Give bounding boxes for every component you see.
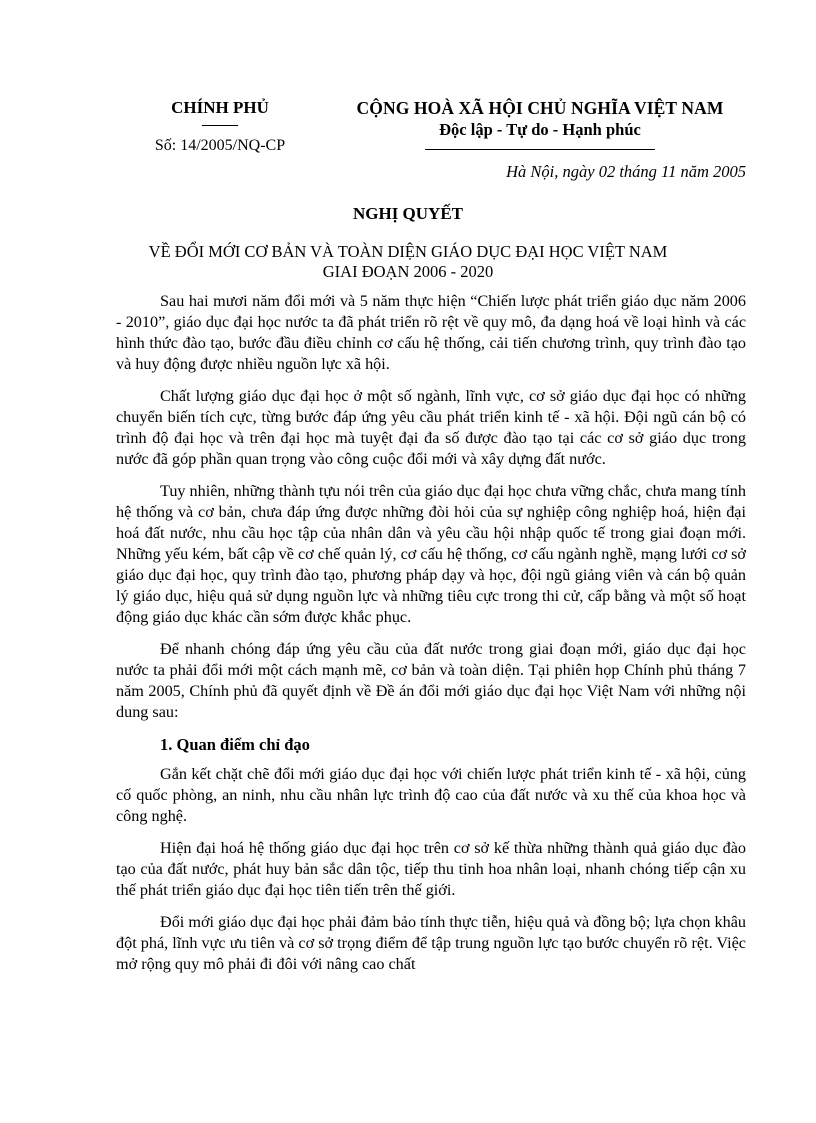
document-title: NGHỊ QUYẾT xyxy=(352,204,464,223)
document-number: Số: 14/2005/NQ-CP xyxy=(154,137,286,154)
document-subject xyxy=(80,242,736,282)
motto-divider xyxy=(425,149,655,150)
issuer-divider xyxy=(202,125,238,126)
issuer-block xyxy=(128,97,312,156)
issuer-name: CHÍNH PHỦ xyxy=(171,98,269,117)
body-paragraph: Chất lượng giáo dục đại học ở một số ngành, lĩnh vực, cơ sở giáo dục đại học có những chuyển biến tích cực, từng bước đáp ứng yêu cầu phát triển kinh tế - xã hội. Đội ngũ cán bộ có trình độ đại học và trên đại học mà tuyệt đại đa số được đào tạo tại các cơ sở giáo dục trong nước đã góp phần quan trọng vào công cuộc đổi mới và xây dựng đất nước. xyxy=(116,387,746,468)
document-body xyxy=(116,291,746,986)
subject-line-1: VỀ ĐỔI MỚI CƠ BẢN VÀ TOÀN DIỆN GIÁO DỤC ĐẠI HỌC VIỆT NAM xyxy=(148,242,668,261)
subject-line-2: GIAI ĐOẠN 2006 - 2020 xyxy=(322,262,494,281)
section-paragraph: Đổi mới giáo dục đại học phải đảm bảo tính thực tiễn, hiệu quả và đồng bộ; lựa chọn khâu đột phá, lĩnh vực ưu tiên và cơ sở trọng điểm để tập trung nguồn lực tạo bước chuyển rõ rệt. Việc mở rộng quy mô phải đi đôi với nâng cao chất xyxy=(116,913,746,973)
section-paragraph: Hiện đại hoá hệ thống giáo dục đại học trên cơ sở kế thừa những thành quả giáo dục đào tạo của đất nước, phát huy bản sắc dân tộc, tiếp thu tinh hoa nhân loại, nhanh chóng tiếp cận xu thế phát triển giáo dục đại học tiên tiến trên thế giới. xyxy=(116,839,746,899)
body-paragraph: Sau hai mươi năm đổi mới và 5 năm thực hiện “Chiến lược phát triển giáo dục năm 2006 - 2010”, giáo dục đại học nước ta đã phát triển rõ rệt về quy mô, đa dạng hoá về loại hình và các hình thức đào tạo, bước đầu điều chỉnh cơ cấu hệ thống, cải tiến chương trình, quy trình đào tạo và huy động được nhiều nguồn lực xã hội. xyxy=(116,292,746,373)
body-paragraph: Để nhanh chóng đáp ứng yêu cầu của đất nước trong giai đoạn mới, giáo dục đại học nước ta phải đổi mới một cách mạnh mẽ, cơ bản và toàn diện. Tại phiên họp Chính phủ tháng 7 năm 2005, Chính phủ đã quyết định về Đề án đổi mới giáo dục đại học Việt Nam với những nội dung sau: xyxy=(116,640,746,721)
section-paragraph: Gắn kết chặt chẽ đổi mới giáo dục đại học với chiến lược phát triển kinh tế - xã hội, củng cố quốc phòng, an ninh, nhu cầu nhân lực trình độ cao của đất nước và xu thế của khoa học và công nghệ. xyxy=(116,765,746,825)
national-motto: Độc lập - Tự do - Hạnh phúc xyxy=(439,120,641,139)
dateline: Hà Nội, ngày 02 tháng 11 năm 2005 xyxy=(506,162,746,181)
body-paragraph: Tuy nhiên, những thành tựu nói trên của giáo dục đại học chưa vững chắc, chưa mang tính hệ thống và cơ bản, chưa đáp ứng được những đòi hỏi của sự nghiệp công nghiệp hoá, hiện đại hoá đất nước, nhu cầu học tập của nhân dân và yêu cầu hội nhập quốc tế trong giai đoạn mới. Những yếu kém, bất cập về cơ chế quản lý, cơ cấu hệ thống, cơ cấu ngành nghề, mạng lưới cơ sở giáo dục đại học, quy trình đào tạo, phương pháp dạy và học, đội ngũ giảng viên và cán bộ quản lý giáo dục, hiệu quả sử dụng nguồn lực và những tiêu cực trong thi cử, cấp bằng và một số hoạt động giáo dục khác cần sớm được khắc phục. xyxy=(116,482,746,626)
national-header xyxy=(330,97,750,150)
section-heading: 1. Quan điểm chỉ đạo xyxy=(160,735,310,754)
nation-name: CỘNG HOÀ XÃ HỘI CHỦ NGHĨA VIỆT NAM xyxy=(356,98,724,118)
